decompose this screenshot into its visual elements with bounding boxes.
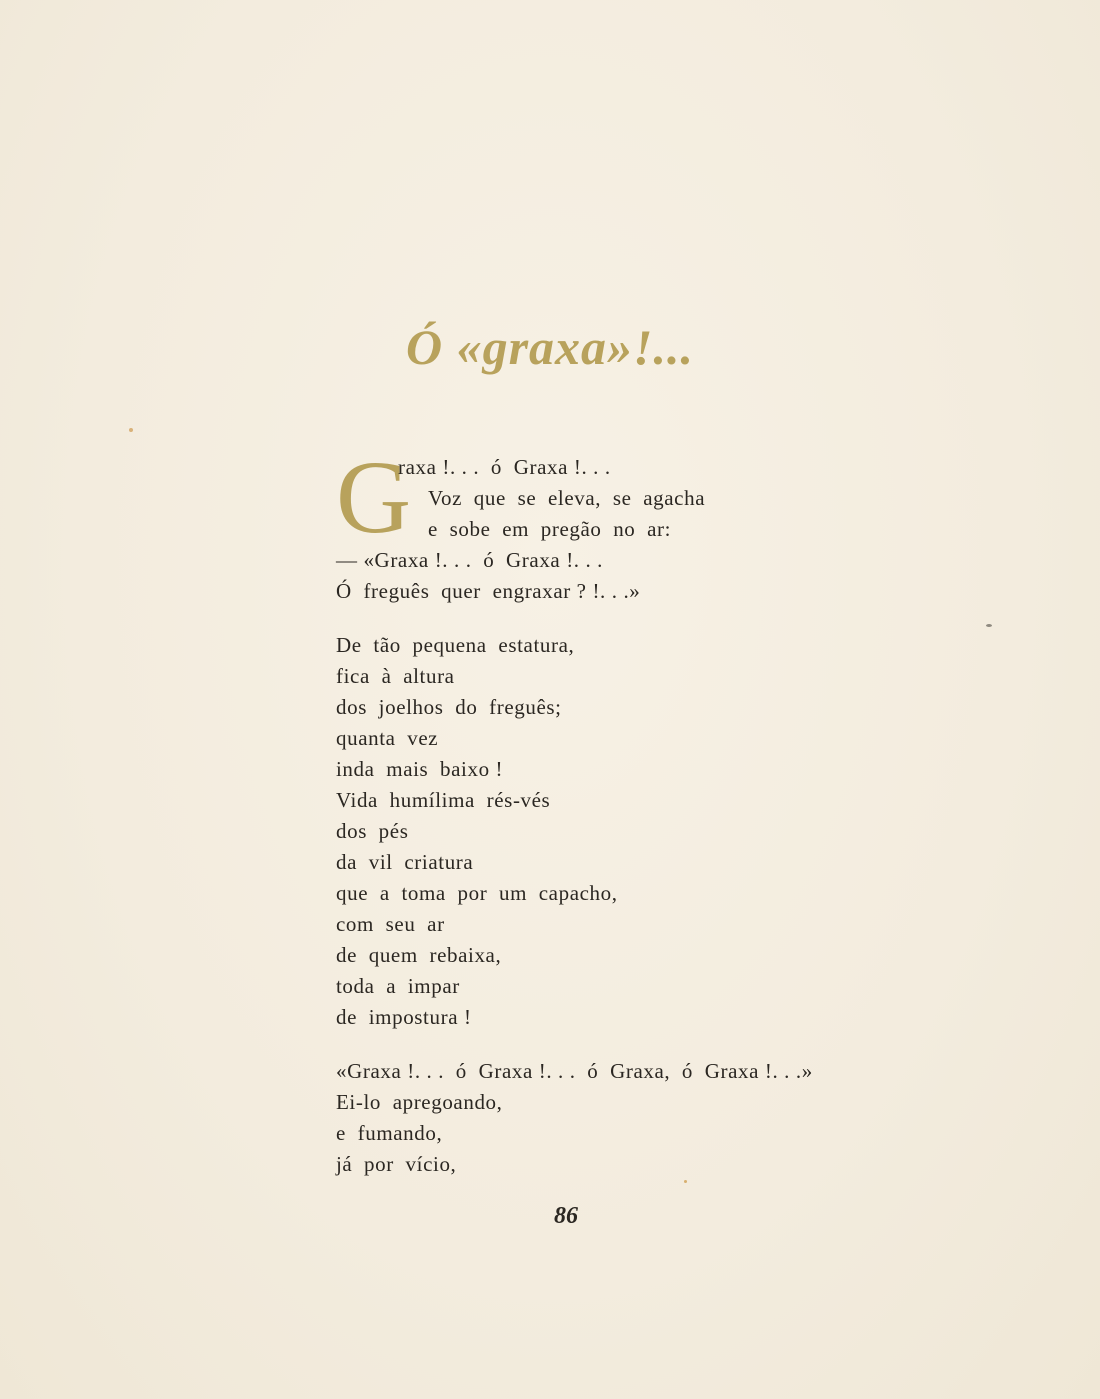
poem-line: da vil criatura <box>336 850 474 874</box>
paper-speck <box>129 428 133 432</box>
poem-line: Ei-lo apregoando, <box>336 1090 503 1114</box>
poem-line: de impostura ! <box>336 1005 472 1029</box>
page-number: 86 <box>554 1203 578 1229</box>
poem-line: de quem rebaixa, <box>336 943 502 967</box>
poem-title: Ó «graxa»!... <box>405 319 695 375</box>
poem-line: inda mais baixo ! <box>336 757 504 781</box>
poem-line: Voz que se eleva, se agacha <box>428 486 706 510</box>
poem-line: dos pés <box>336 819 409 843</box>
poem-line: quanta vez <box>336 726 439 750</box>
stanza-break <box>336 1033 813 1056</box>
dropcap-lines <box>398 452 705 545</box>
paper-speck <box>684 1180 687 1183</box>
poem-line: «Graxa !. . . ó Graxa !. . . ó Graxa, ó Graxa !. . .» <box>336 1059 813 1083</box>
poem-line: raxa !. . . ó Graxa !. . . <box>398 455 611 479</box>
poem-line: Vida humílima rés-vés <box>336 788 551 812</box>
poem-line: fica à altura <box>336 664 455 688</box>
poem-line: De tão pequena estatura, <box>336 633 575 657</box>
poem-line: dos joelhos do freguês; <box>336 695 562 719</box>
poem-line: e fumando, <box>336 1121 443 1145</box>
poem-line: — «Graxa !. . . ó Graxa !. . . <box>336 548 604 572</box>
poem-line: Ó freguês quer engraxar ? !. . .» <box>336 579 641 603</box>
poem-line: toda a impar <box>336 974 460 998</box>
dropcap-letter: G <box>336 440 412 555</box>
dropcap-block <box>336 440 813 555</box>
paper-speck <box>986 624 992 627</box>
poem-line: e sobe em pregão no ar: <box>428 517 672 541</box>
poem-body <box>336 440 813 1180</box>
poem-line: que a toma por um capacho, <box>336 881 618 905</box>
stanza-break <box>336 607 813 630</box>
poem-line: já por vício, <box>336 1152 457 1176</box>
poem-line: com seu ar <box>336 912 445 936</box>
